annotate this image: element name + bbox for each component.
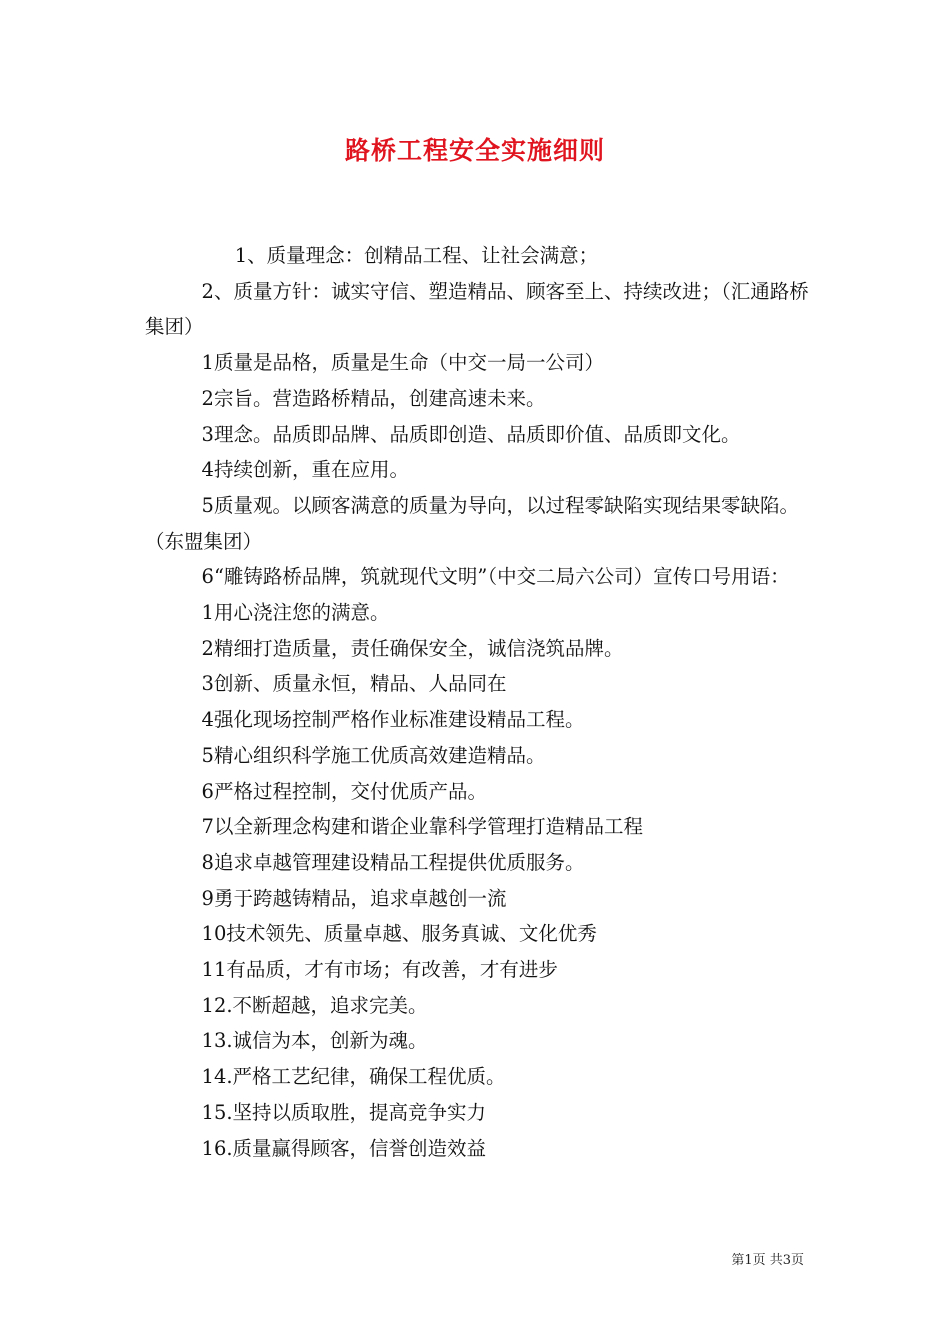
paragraph: 3创新、质量永恒，精品、人品同在 [201,672,507,696]
paragraph: 15.坚持以质取胜，提高竞争实力 [201,1100,487,1124]
paragraph: 7以全新理念构建和谐企业靠科学管理打造精品工程 [201,815,643,839]
paragraph: 4持续创新，重在应用。 [201,458,409,482]
paragraph: 6严格过程控制，交付优质产品。 [201,779,487,803]
paragraph: 9勇于跨越铸精品，追求卓越创一流 [201,886,507,910]
paragraph: 4强化现场控制严格作业标准建设精品工程。 [201,708,585,732]
paragraph: 6“雕铸路桥品牌，筑就现代文明”（中交二局六公司）宣传口号用语： [201,565,790,589]
paragraph: 1质量是品格，质量是生命（中交一局一公司） [201,351,604,375]
paragraph: 2宗旨。营造路桥精品，创建高速未来。 [201,386,546,410]
page-number-footer: 第1页 共3页 [731,1253,804,1268]
paragraph: 1用心浇注您的满意。 [201,601,390,625]
paragraph: 5质量观。以顾客满意的质量为导向，以过程零缺陷实现结果零缺陷。（东盟集团） [145,493,799,553]
paragraph: 10技术领先、质量卓越、服务真诚、文化优秀 [201,922,597,946]
paragraph: 11有品质，才有市场；有改善，才有进步 [201,958,558,982]
paragraph: 12.不断超越，追求完美。 [201,993,428,1017]
paragraph: 5精心组织科学施工优质高效建造精品。 [201,743,546,767]
paragraph: 2、质量方针：诚实守信、塑造精品、顾客至上、持续改进；（汇通路桥集团） [145,279,809,339]
document-body [145,238,813,1166]
paragraph: 1、质量理念：创精品工程、让社会满意； [234,244,599,267]
paragraph: 2精细打造质量，责任确保安全，诚信浇筑品牌。 [201,636,624,660]
document-title: 路桥工程安全实施细则 [344,136,605,165]
paragraph: 3理念。品质即品牌、品质即创造、品质即价值、品质即文化。 [201,422,741,446]
paragraph: 13.诚信为本，创新为魂。 [201,1029,428,1053]
paragraph: 14.严格工艺纪律，确保工程优质。 [201,1065,506,1089]
paragraph: 16.质量赢得顾客，信誉创造效益 [201,1136,487,1160]
paragraph: 8追求卓越管理建设精品工程提供优质服务。 [201,850,585,874]
